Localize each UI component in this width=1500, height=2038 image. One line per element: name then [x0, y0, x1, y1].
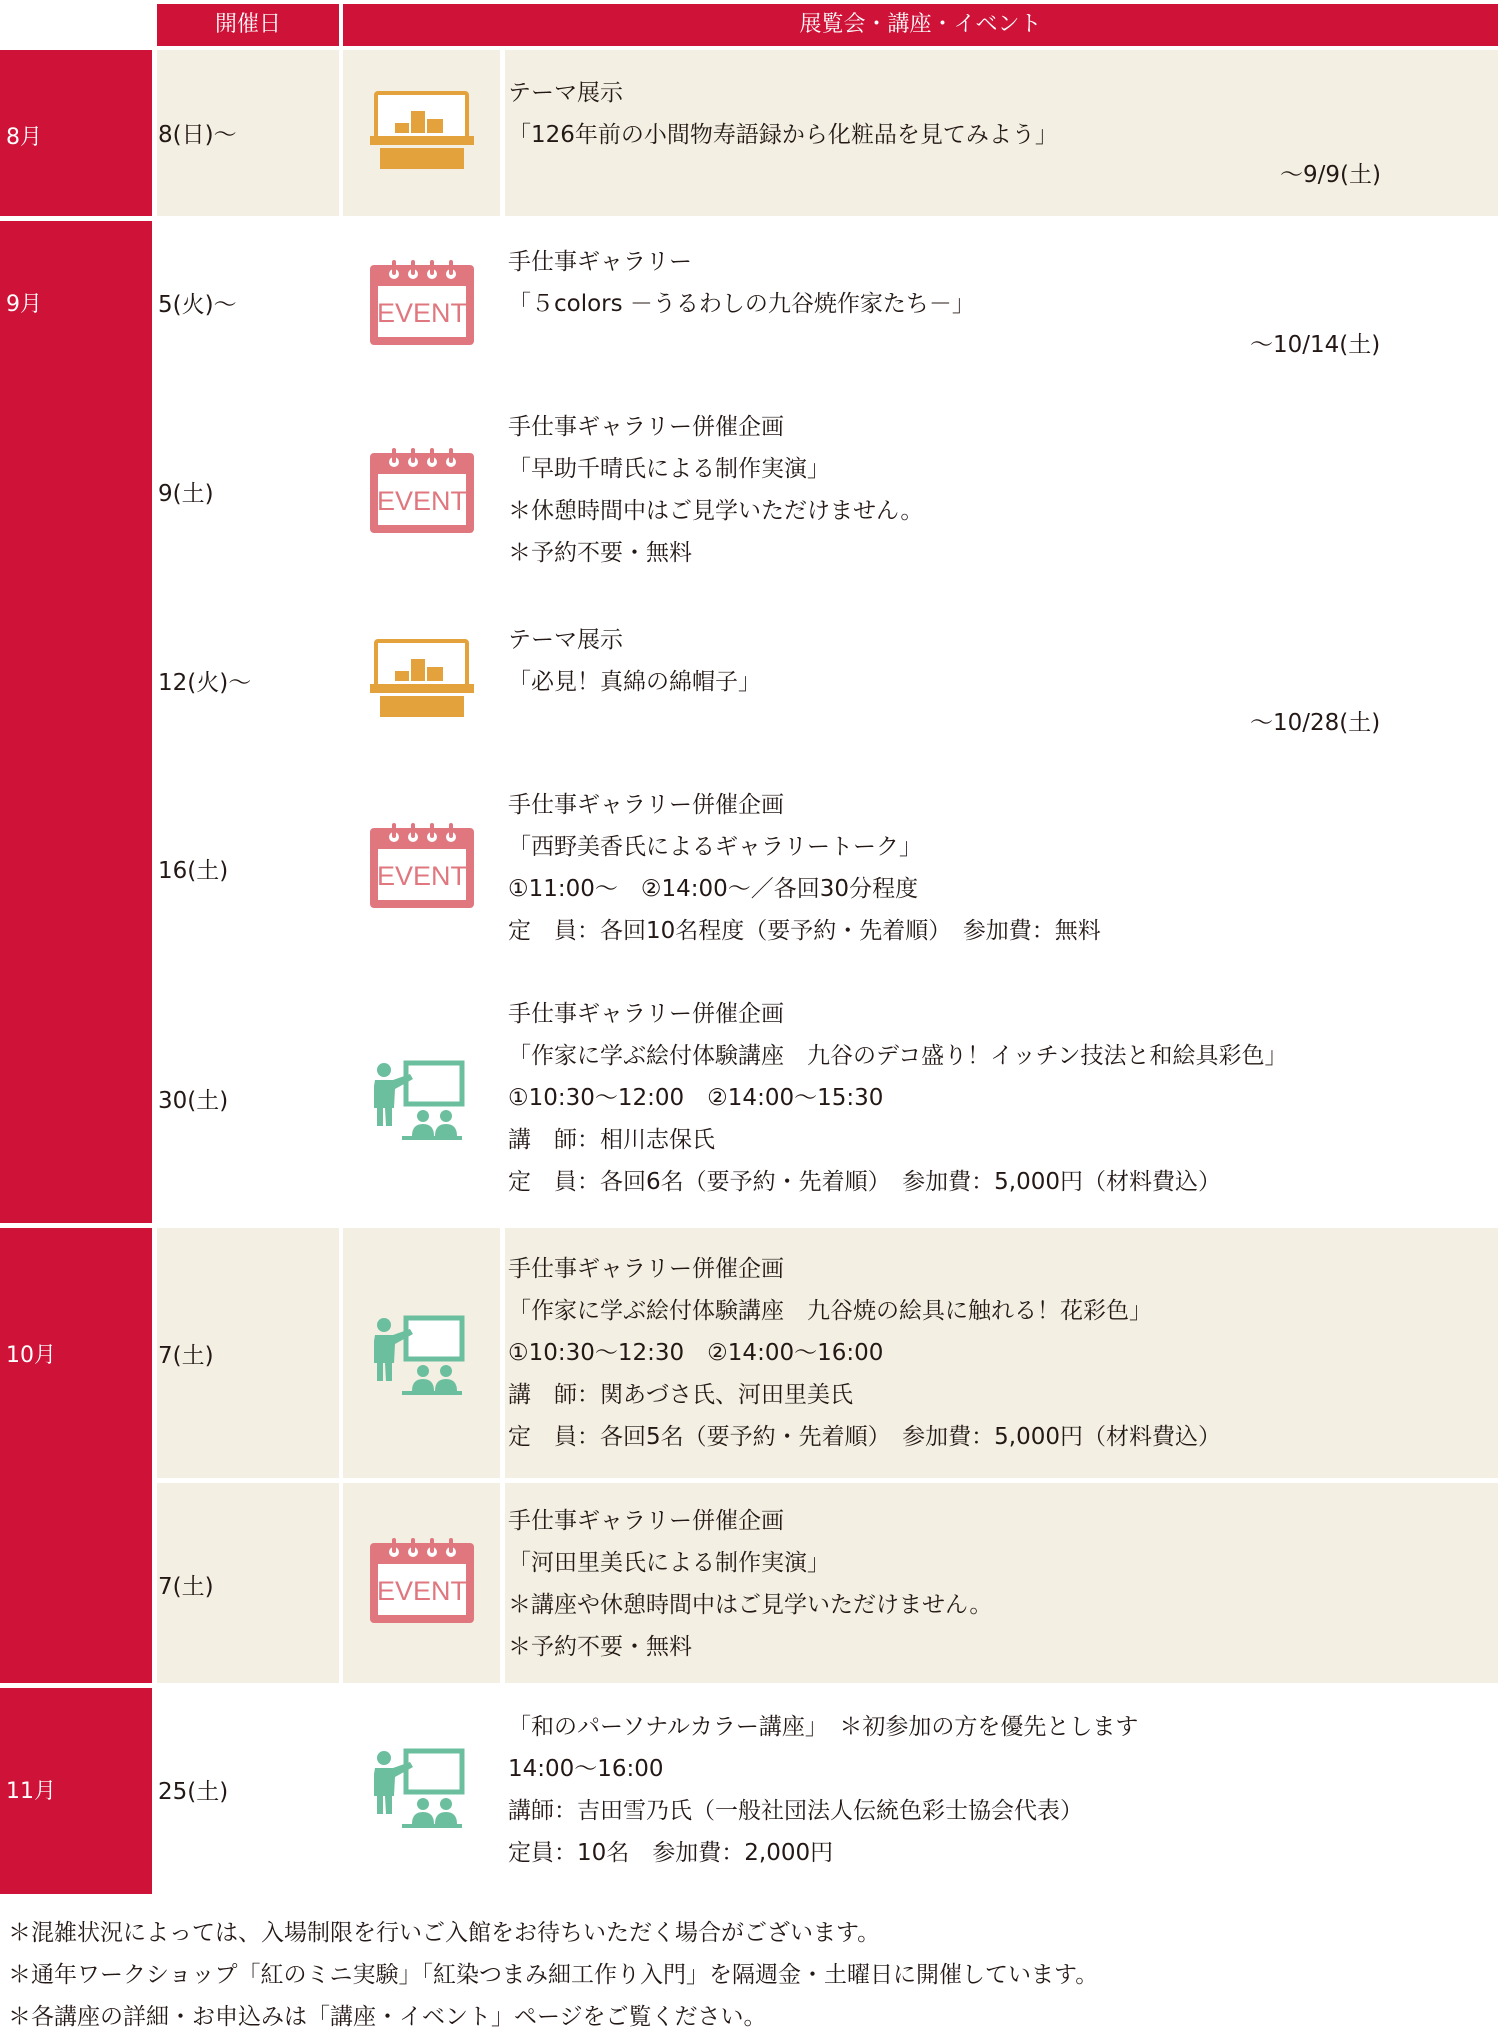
event-category: 手仕事ギャラリー併催企画 — [508, 1508, 784, 1534]
exhibition-icon — [362, 90, 482, 172]
event-detail: ＊講座や休憩時間中はご見学いただけません。 — [508, 1592, 993, 1618]
event-date: 8(日)〜 — [158, 122, 237, 148]
event-column-header: 展覧会・講座・イベント — [343, 4, 1498, 46]
event-category: テーマ展示 — [508, 80, 623, 106]
footnote: ＊各講座の詳細・お申込みは「講座・イベント」ページをご覧ください。 — [8, 2004, 767, 2030]
event-category: 手仕事ギャラリー — [508, 249, 692, 275]
event-detail: 定 員：各回10名程度（要予約・先着順） 参加費：無料 — [508, 918, 1101, 944]
event-title: 「河田里美氏による制作実演」 — [508, 1550, 830, 1576]
event-content — [508, 72, 1388, 156]
event-title: 「５colors －うるわしの九谷焼作家たち－」 — [508, 291, 975, 317]
event-detail: ①10:30〜12:30 ②14:00〜16:00 — [508, 1340, 884, 1366]
event-date: 7(土) — [158, 1574, 214, 1600]
event-date: 16(土) — [158, 858, 229, 884]
footnotes — [8, 1912, 1098, 2038]
event-detail: 定 員：各回6名（要予約・先着順） 参加費：5,000円（材料費込） — [508, 1169, 1221, 1195]
event-content — [508, 241, 1388, 325]
event-title: 「必見！真綿の綿帽子」 — [508, 669, 761, 695]
event-date: 25(土) — [158, 1779, 229, 1805]
event-content — [508, 1500, 1388, 1668]
footnote: ＊混雑状況によっては、入場制限を行いご入館をお待ちいただく場合がございます。 — [8, 1920, 881, 1946]
svg-text:EVENT: EVENT — [376, 486, 468, 516]
event-content — [508, 619, 1388, 703]
event-calendar-icon — [362, 1536, 482, 1626]
event-title: 「作家に学ぶ絵付体験講座 九谷のデコ盛り！イッチン技法と和絵具彩色」 — [508, 1043, 1288, 1069]
lecture-icon — [362, 1311, 482, 1401]
exhibition-icon — [362, 638, 482, 720]
lecture-icon — [362, 1056, 482, 1146]
svg-text:EVENT: EVENT — [376, 861, 468, 891]
event-title: 「西野美香氏によるギャラリートーク」 — [508, 834, 922, 860]
month-cell-nov: 11月 — [0, 1688, 152, 1894]
event-detail: 講師：吉田雪乃氏（一般社団法人伝統色彩士協会代表） — [508, 1798, 1083, 1824]
event-content — [508, 993, 1388, 1203]
event-end-date: 〜10/28(土) — [1250, 710, 1381, 736]
event-category: 手仕事ギャラリー併催企画 — [508, 1256, 784, 1282]
event-title: 「126年前の小間物寿語録から化粧品を見てみよう」 — [508, 122, 1058, 148]
month-cell-oct: 10月 — [0, 1228, 152, 1683]
event-detail: 定員：10名 参加費：2,000円 — [508, 1840, 834, 1866]
event-date: 30(土) — [158, 1088, 229, 1114]
event-end-date: 〜10/14(土) — [1250, 332, 1381, 358]
event-detail: ①11:00〜 ②14:00〜／各回30分程度 — [508, 876, 919, 902]
event-content — [508, 406, 1388, 574]
event-content — [508, 1706, 1388, 1874]
event-end-date: 〜9/9(土) — [1280, 162, 1381, 188]
event-detail: ＊予約不要・無料 — [508, 540, 692, 566]
event-calendar-icon — [362, 821, 482, 911]
event-date: 5(火)〜 — [158, 292, 237, 318]
event-calendar-icon — [362, 446, 482, 536]
event-calendar-icon — [362, 258, 482, 348]
event-title: 「作家に学ぶ絵付体験講座 九谷焼の絵具に触れる！花彩色」 — [508, 1298, 1152, 1324]
event-category: 手仕事ギャラリー併催企画 — [508, 1001, 784, 1027]
event-content — [508, 784, 1388, 952]
event-detail: 定 員：各回5名（要予約・先着順） 参加費：5,000円（材料費込） — [508, 1424, 1221, 1450]
event-category: 手仕事ギャラリー併催企画 — [508, 414, 784, 440]
event-detail: 講 師：関あづさ氏、河田里美氏 — [508, 1382, 853, 1408]
event-detail: 講 師：相川志保氏 — [508, 1127, 715, 1153]
event-title: 「早助千晴氏による制作実演」 — [508, 456, 830, 482]
event-date: 9(土) — [158, 481, 214, 507]
svg-text:EVENT: EVENT — [376, 1576, 468, 1606]
event-date: 7(土) — [158, 1343, 214, 1369]
event-detail: ①10:30〜12:00 ②14:00〜15:30 — [508, 1085, 884, 1111]
event-detail: ＊休憩時間中はご見学いただけません。 — [508, 498, 924, 524]
date-column-header: 開催日 — [157, 4, 339, 46]
event-content — [508, 1248, 1388, 1458]
svg-text:EVENT: EVENT — [376, 298, 468, 328]
event-detail: 14:00〜16:00 — [508, 1756, 664, 1782]
footnote: ＊通年ワークショップ「紅のミニ実験」「紅染つまみ細工作り入門」を隔週金・土曜日に開催しています。 — [8, 1962, 1099, 1988]
event-date: 12(火)〜 — [158, 670, 252, 696]
lecture-icon — [362, 1744, 482, 1834]
month-cell-sep: 9月 — [0, 221, 152, 1223]
event-category: テーマ展示 — [508, 627, 623, 653]
event-category: 手仕事ギャラリー併催企画 — [508, 792, 784, 818]
event-detail: ＊予約不要・無料 — [508, 1634, 692, 1660]
month-cell-aug: 8月 — [0, 50, 152, 216]
event-title: 「和のパーソナルカラー講座」 ＊初参加の方を優先とします — [508, 1714, 1139, 1740]
